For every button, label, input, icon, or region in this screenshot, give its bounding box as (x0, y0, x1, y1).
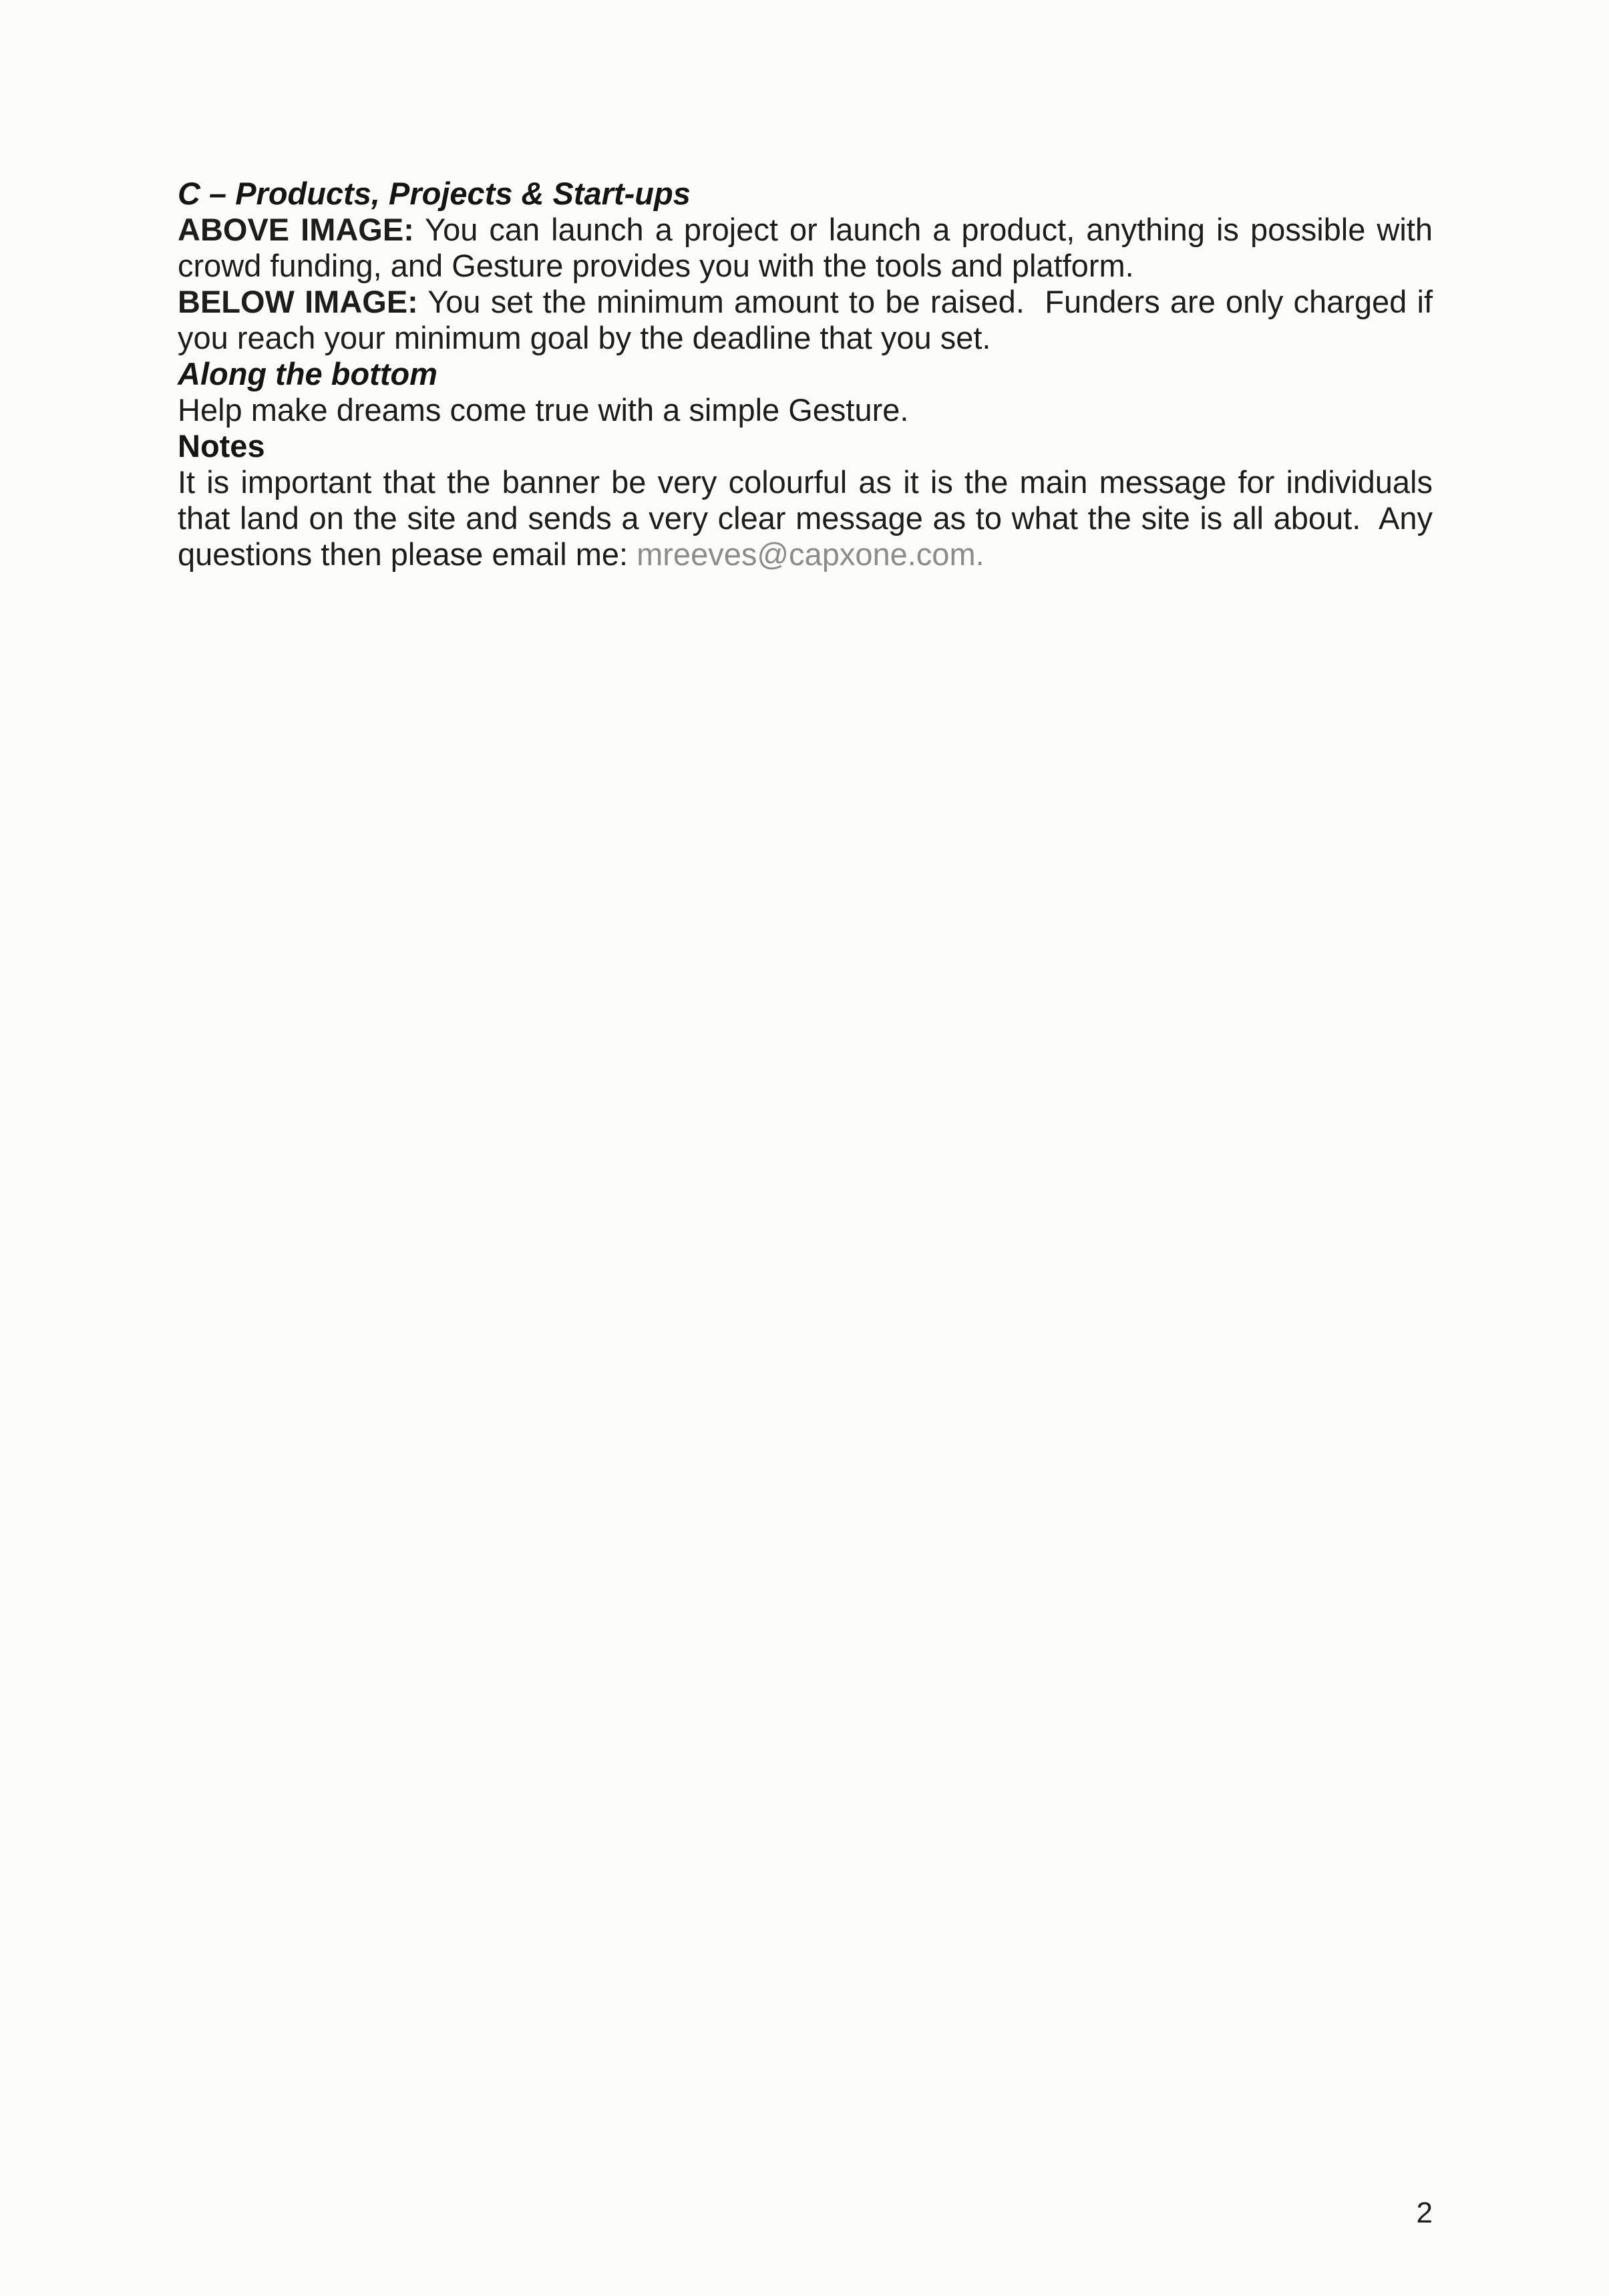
above-image-text: You can launch a project or launch a product, anything is possible with crowd funding, and Gesture provides you with the tools and platform. (178, 212, 1442, 283)
below-image-label: BELOW IMAGE: (178, 284, 418, 319)
notes-text: It is important that the banner be very colourful as it is the main message for individuals that land on the site and sends a very clear message as to what the site is all about. Any questions then please email me: (178, 464, 1442, 572)
section-heading-notes: Notes (178, 428, 265, 464)
along-bottom-paragraph: Help make dreams come true with a simple Gesture. (178, 392, 909, 428)
page-number: 2 (1416, 2196, 1433, 2229)
email-link[interactable]: mreeves@capxone.com (637, 536, 976, 572)
below-image-paragraph (178, 284, 1442, 356)
notes-paragraph (178, 464, 1442, 572)
notes-text-period: . (975, 536, 985, 572)
section-heading-products-projects-startups: C – Products, Projects & Start-ups (178, 176, 691, 211)
below-image-text: You set the minimum amount to be raised. Funders are only charged if you reach your minimum goal by the deadline that you set. (178, 284, 1442, 355)
above-image-paragraph (178, 212, 1442, 284)
section-heading-along-the-bottom: Along the bottom (178, 356, 437, 391)
above-image-label: ABOVE IMAGE: (178, 212, 414, 247)
document-content (178, 176, 1442, 572)
